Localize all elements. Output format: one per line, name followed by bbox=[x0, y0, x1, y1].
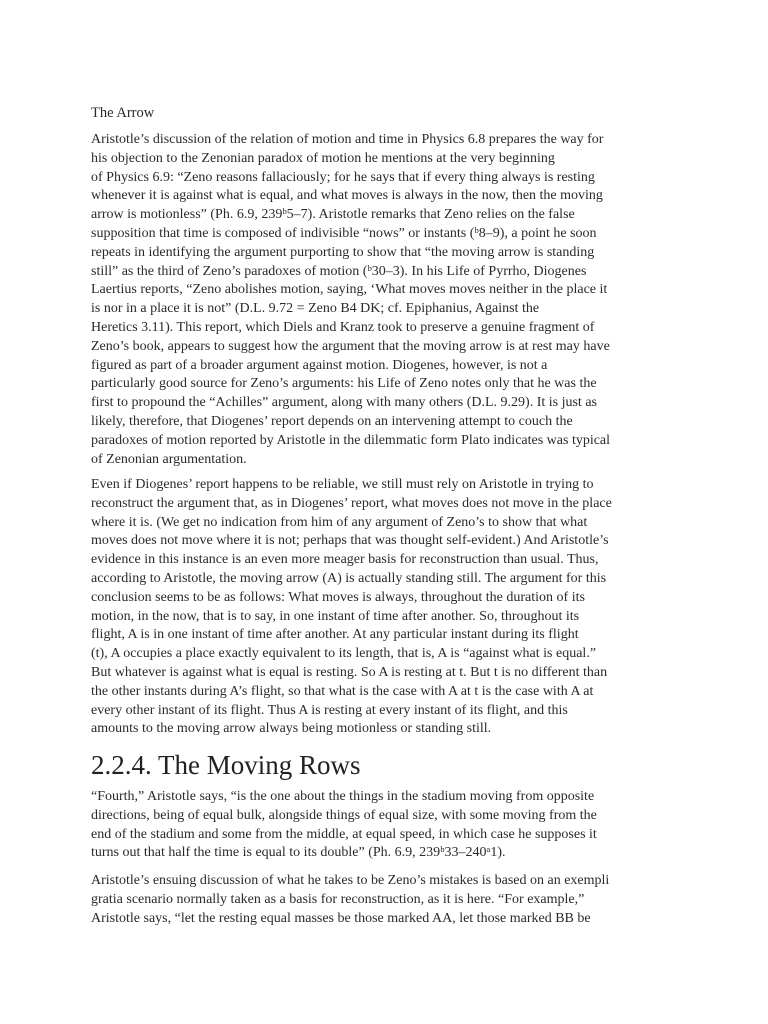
text-line: But whatever is against what is equal is resting. So A is resting at t. But t is no different than bbox=[91, 664, 608, 680]
text-line: every other instant of its flight. Thus A is resting at every instant of its flight, and this bbox=[91, 702, 568, 718]
section-number: 2.2.4. bbox=[91, 750, 152, 780]
paragraph-arrow-2 bbox=[91, 476, 691, 739]
paragraph-rows-1 bbox=[91, 788, 691, 863]
text-line: (t), A occupies a place exactly equivalent to its length, that is, A is “against what is equal.” bbox=[91, 646, 597, 662]
text-line: flight, A is in one instant of time after another. At any particular instant during its flight bbox=[91, 627, 579, 643]
text-line: Heretics 3.11). This report, which Diels and Kranz took to preserve a genuine fragment of bbox=[91, 319, 595, 335]
text-line: still” as the third of Zeno’s paradoxes of motion (ᵇ30–3). In his Life of Pyrrho, Diogenes bbox=[91, 263, 587, 279]
text-line: of Zenonian argumentation. bbox=[91, 451, 247, 467]
section-title: The Arrow bbox=[91, 105, 155, 121]
text-line: Laertius reports, “Zeno abolishes motion, saying, ‘What moves moves neither in the place it bbox=[91, 282, 608, 298]
text-line: amounts to the moving arrow always being motionless or standing still. bbox=[91, 721, 492, 737]
section-heading bbox=[91, 748, 361, 782]
text-line: Even if Diogenes’ report happens to be reliable, we still must rely on Aristotle in trying to bbox=[91, 477, 594, 492]
paragraph-arrow-1 bbox=[91, 131, 691, 469]
text-line: particularly good source for Zeno’s arguments: his Life of Zeno notes only that he was the bbox=[91, 376, 597, 392]
text-line: whenever it is against what is equal, and what moves is always in the now, then the moving bbox=[91, 188, 603, 204]
paragraph-rows-2 bbox=[91, 872, 691, 928]
text-line: supposition that time is composed of indivisible “nows” or instants (ᵇ8–9), a point he soon bbox=[91, 225, 597, 241]
text-line: turns out that half the time is equal to its double” (Ph. 6.9, 239ᵇ33–240ᵃ1). bbox=[91, 845, 506, 861]
text-line: figured as part of a broader argument against motion. Diogenes, however, is not a bbox=[91, 357, 548, 373]
text-line: likely, therefore, that Diogenes’ report depends on an intervening attempt to couch the bbox=[91, 413, 573, 429]
text-line: Zeno’s book, appears to suggest how the argument that the moving arrow is at rest may have bbox=[91, 338, 610, 354]
text-line: moves does not move where it is not; perhaps that was thought self-evident.) And Aristotle’s bbox=[91, 533, 609, 549]
text-line: the other instants during A’s flight, so that what is the case with A at t is the case with A at bbox=[91, 683, 594, 699]
text-line: paradoxes of motion reported by Aristotle in the dilemmatic form Plato indicates was typical bbox=[91, 432, 611, 448]
text-line: evidence in this instance is an even more meager basis for reconstruction than usual. Thus, bbox=[91, 552, 599, 568]
text-line: reconstruct the argument that, as in Diogenes’ report, what moves does not move in the place bbox=[91, 495, 612, 511]
text-line: end of the stadium and some from the middle, at equal speed, in which case he supposes it bbox=[91, 826, 597, 842]
text-line: is nor in a place it is not” (D.L. 9.72 = Zeno B4 DK; cf. Epiphanius, Against the bbox=[91, 301, 540, 317]
text-line: according to Aristotle, the moving arrow (A) is actually standing still. The argument for this bbox=[91, 570, 607, 586]
text-line: repeats in identifying the argument purporting to show that “the moving arrow is standing bbox=[91, 244, 595, 260]
text-line: directions, being of equal bulk, alongside things of equal size, with some moving from the bbox=[91, 807, 597, 823]
text-line: “Fourth,” Aristotle says, “is the one about the things in the stadium moving from opposite bbox=[91, 789, 595, 804]
text-line: of Physics 6.9: “Zeno reasons fallaciously; for he says that if every thing always is resting bbox=[91, 169, 595, 185]
text-line: arrow is motionless” (Ph. 6.9, 239ᵇ5–7). Aristotle remarks that Zeno relies on the false bbox=[91, 207, 575, 223]
text-line: first to propound the “Achilles” argument, along with many others (D.L. 9.29). It is just as bbox=[91, 395, 597, 411]
text-line: Aristotle says, “let the resting equal masses be those marked AA, let those marked BB be bbox=[91, 910, 591, 926]
text-line: where it is. (We get no indication from him of any argument of Zeno’s to show that what bbox=[91, 514, 588, 530]
text-line: gratia scenario normally taken as a basis for reconstruction, as it is here. “For example,” bbox=[91, 891, 585, 907]
text-line: conclusion seems to be as follows: What moves is always, throughout the duration of its bbox=[91, 589, 585, 605]
section-heading-title: The Moving Rows bbox=[158, 750, 361, 780]
text-line: his objection to the Zenonian paradox of motion he mentions at the very beginning bbox=[91, 150, 555, 166]
text-line: motion, in the now, that is to say, in one instant of time after another. So, throughout its bbox=[91, 608, 580, 624]
text-line: Aristotle’s ensuing discussion of what he takes to be Zeno’s mistakes is based on an exempli bbox=[91, 873, 610, 888]
text-line: Aristotle’s discussion of the relation of motion and time in Physics 6.8 prepares the way for bbox=[91, 132, 604, 147]
